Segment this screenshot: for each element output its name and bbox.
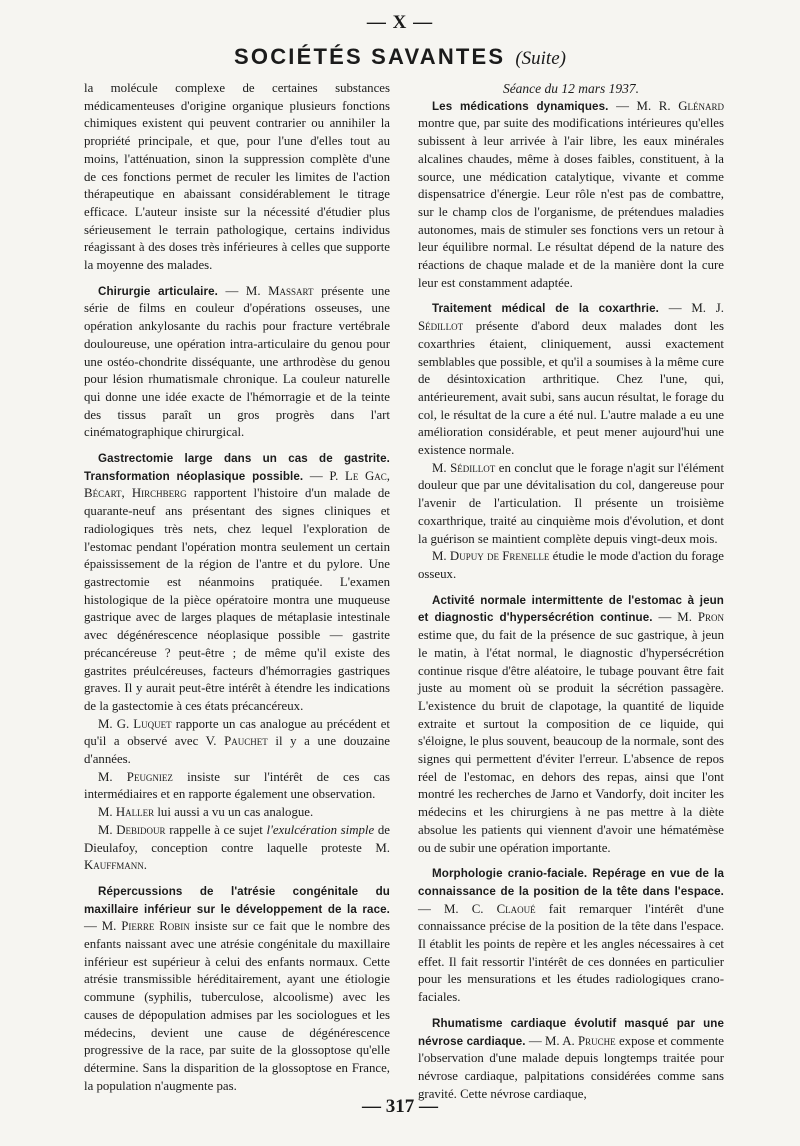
paragraph-dupuy: M. Dupuy de Frenelle étudie le mode d'action du forage osseux. bbox=[418, 549, 724, 581]
section-heading: Rhumatisme cardiaque évolutif masqué par une névrose cardiaque. bbox=[418, 1016, 724, 1048]
author-name: Sédillot bbox=[450, 460, 496, 475]
paragraph-chirurgie-articulaire: Chirurgie articulaire. — M. Massart présente une série de films en couleur d'opérations osseuses, une opération ankylosante du rachis pour fracture vertébrale douloureuse, une opération intra-articulaire du genou pour une ostéo-chondrite disséquante, une arthrodèse du genou pour lésion rhumatismale chronique. La couleur naturelle qui donne une idée exacte de l'hémorragie et de la teinte des tissus paraît un gros progrès dans l'art cinématographique chirurgical. bbox=[84, 283, 390, 440]
section-heading: Les médications dynamiques. bbox=[432, 99, 609, 113]
section-heading: Morphologie cranio-faciale. Repérage en vue de la connaissance de la position de la tête dans l'espace. bbox=[418, 867, 724, 898]
paragraph-peugniez: M. Peugniez insiste sur l'intérêt de ces cas intermédiaires et en rapporte également une observation. bbox=[84, 769, 390, 802]
paragraph-coxarthrie: Traitement médical de la coxarthrie. — M. J. Sédillot présente d'abord deux malades dont les coxarthries étaient, cliniquement, aussi exactement semblables que possible, et qu'il a soumises à la même cure de désintoxication arthritique. Chez l'une, qui, antérieurement, avait subi, sans aucun résultat, le forage du col, le résultat de la cure a été nul. L'autre malade a eu une amélioration considérable, et peut mener aujourd'hui une existence normale. bbox=[418, 301, 724, 458]
author-name: Pierre Robin bbox=[121, 919, 190, 934]
page-roman-numeral: — X — bbox=[366, 12, 434, 33]
author-name: Pron bbox=[697, 610, 725, 625]
section-heading: Traitement médical de la coxarthrie. bbox=[432, 302, 659, 316]
section-heading: Chirurgie articulaire. bbox=[98, 284, 218, 298]
author-name: Sédillot bbox=[418, 319, 464, 334]
author-name: Le Gac, Bécart, Hirchberg bbox=[84, 468, 390, 501]
header-suite: (Suite) bbox=[515, 48, 566, 69]
author-name: G. Luquet bbox=[116, 716, 172, 731]
page-number: — 317 — bbox=[362, 1096, 438, 1117]
section-heading: Répercussions de l'atrésie congénitale du maxillaire inférieur sur le développement de la race. bbox=[84, 884, 390, 916]
seance-date: Séance du 12 mars 1937. bbox=[502, 81, 640, 96]
author-name: Massart bbox=[268, 283, 314, 298]
left-column bbox=[84, 80, 390, 1095]
paragraph-luquet: M. G. Luquet rapporte un cas analogue au précédent et qu'il a observé avec V. Pauchet il y a une douzaine d'années. bbox=[84, 716, 390, 767]
paragraph-gastrectomie: Gastrectomie large dans un cas de gastrite. Transformation néoplasique possible. — P. Le Gac, Bécart, Hirchberg rapportent l'histoire d'un malade de quarante-neuf ans présentant des signes cliniques et radiologiques très nets, chez lequel l'exploration de l'estomac pendant l'opération montra seulement un certain épaississement de la région de l'antre et du pylore. Une gastrectomie est néanmoins pratiquée. L'examen histologique de la pièce opératoire montra une muqueuse gastrique avec de larges plaques de métaplasie intestinale avec dégénérescence néoplasique possible — gastrite précancéreuse ? peut-être ; de même qu'il existe des gastrites préulcéreuses, facteurs d'hémorragies gastriques graves. Il y aurait peut-être intérêt à étendre les indications de la gastectomie à ces états précancéreux. bbox=[84, 452, 390, 713]
paragraph-atresie: Répercussions de l'atrésie congénitale du maxillaire inférieur sur le développement de la race. — M. Pierre Robin insiste sur ce fait que le nombre des enfants naissant avec une atrésie congénitale du maxillaire inférieur est supérieur à celui des enfants normaux. Cette atrésie transmissible héréditairement, ayant une étiologie commune (syphilis, tuberculose, alcoolisme) avec les causes de dépopulation admises par les sociologues et les médecins, devient une cause de dégénérescence progressive de la race, par suite de la glossoptose qu'elle détermine. Sans la disparition de la glossoptose en France, la population n'augmente pas. bbox=[84, 884, 390, 1093]
right-column bbox=[418, 80, 724, 1103]
author-name: Pauchet bbox=[224, 734, 268, 749]
paragraph-haller: M. Haller lui aussi a vu un cas analogue. bbox=[98, 805, 314, 820]
paragraph-debidour: M. Debidour rappelle à ce sujet l'exulcération simple de Dieulafoy, conception contre laquelle proteste M. Kauffmann. bbox=[84, 822, 390, 873]
paragraph-estomac: Activité normale intermittente de l'estomac à jeun et diagnostic d'hypersécrétion continue. — M. Pron estime que, du fait de la présence de suc gastrique, à jeun le matin, à l'état normal, le diagnostic d'hypersécrétion continue risque d'être aléatoire, le tubage pouvant être fait juste au moment où se produit la sécrétion passagère. L'existence du bruit de clapotage, la quantité de liquide extraite et surtout la composition de ce liquide, qui s'éloigne, le plus souvent, beaucoup de la normale, sont des signes qui permettent d'éviter l'erreur. L'absence de repos réel de l'estomac, en dehors des repas, ainsi que l'ont montré les recherches de Jarno et Vandorfy, doit inciter les médecins et les chirurgiens à ne pas mettre à la diète absolue les patients qui viennent d'avoir une hématémèse ou de subir une opération importante. bbox=[418, 593, 725, 855]
author-name: Kauffmann bbox=[84, 858, 144, 873]
author-name: Peugniez bbox=[126, 769, 173, 784]
paragraph-morphologie: Morphologie cranio-faciale. Repérage en vue de la connaissance de la position de la tête dans l'espace. — M. C. Claoué fait remarquer l'intérêt d'une connaissance précise de la position de la tête dans l'espace. Il établit les points de repère et les angles nécessaires à cet effet. Il fait ressortir l'intérêt de ces données en particulier pour les mensurations et les études radiologiques crano-faciales. bbox=[418, 867, 724, 1005]
author-name: Pruche bbox=[578, 1033, 616, 1048]
author-name: Dupuy de Frenelle bbox=[449, 549, 550, 564]
section-heading: Gastrectomie large dans un cas de gastrite. Transformation néoplasique possible. bbox=[84, 452, 390, 483]
paragraph-molecule: la molécule complexe de certaines substances médicamenteuses d'origine organique plusieurs fonctions chimiques existent qui peuvent contrarier ou annihiler la propriété principale, et que, pour l'une d'elles tout au moins, l'atténuation, sinon la suppression complète d'une de ces fonctions permet de reculer les limites de l'action thérapeutique en abaissant considérablement le titrage efficace. L'auteur insiste sur la nécessité d'étudier plus sérieusement le terrain pathologique, certains individus réagissant à des doses très inférieures à celles que supporte la moyenne des malades. bbox=[84, 81, 390, 273]
paragraph-sedillot: M. Sédillot en conclut que le forage n'agit sur l'élément douleur que par une dévitalisation du col, dangereuse pour l'avenir de l'articulation. Il présente un troisième coxarthrique, traité au cinquième mois d'évolution, et dont la guérison se maintient complète depuis vingt-deux mois. bbox=[418, 460, 725, 546]
author-name: Haller bbox=[115, 805, 155, 820]
paragraph-rhumatisme: Rhumatisme cardiaque évolutif masqué par une névrose cardiaque. — M. A. Pruche expose et commente l'observation d'une malade depuis longtemps traitée pour névrose cardiaque, palpitations considérées comme sans gravité. Cette névrose cardiaque, bbox=[418, 1016, 725, 1101]
author-name: Claoué bbox=[496, 901, 536, 916]
section-heading: Activité normale intermittente de l'estomac à jeun et diagnostic d'hypersécrétion continue. bbox=[418, 593, 724, 625]
author-name: Debidour bbox=[116, 822, 166, 837]
paragraph-medications-dynamiques: Les médications dynamiques. — M. R. Glénard montre que, par suite des modifications intérieures qu'elles subissent à leur arrivée à l'air libre, les eaux minérales alcalines chaudes, même à doses faibles, constituent, à la source, une médication catalytique, vivante et comme dispensatrice d'énergie. Leur rôle n'est pas de combattre, sur le champ clos de l'organisme, de prétendues maladies autonomes, mais de stimuler ses fonctions vers un retour à leur équilibre normal. Le résultat dépend de la nature des réactions de chaque malade et de la manière dont la cure leur est constamment adaptée. bbox=[418, 98, 724, 290]
page-header bbox=[0, 44, 800, 70]
header-title: SOCIÉTÉS SAVANTES bbox=[234, 44, 506, 69]
author-name: Glénard bbox=[678, 98, 724, 113]
